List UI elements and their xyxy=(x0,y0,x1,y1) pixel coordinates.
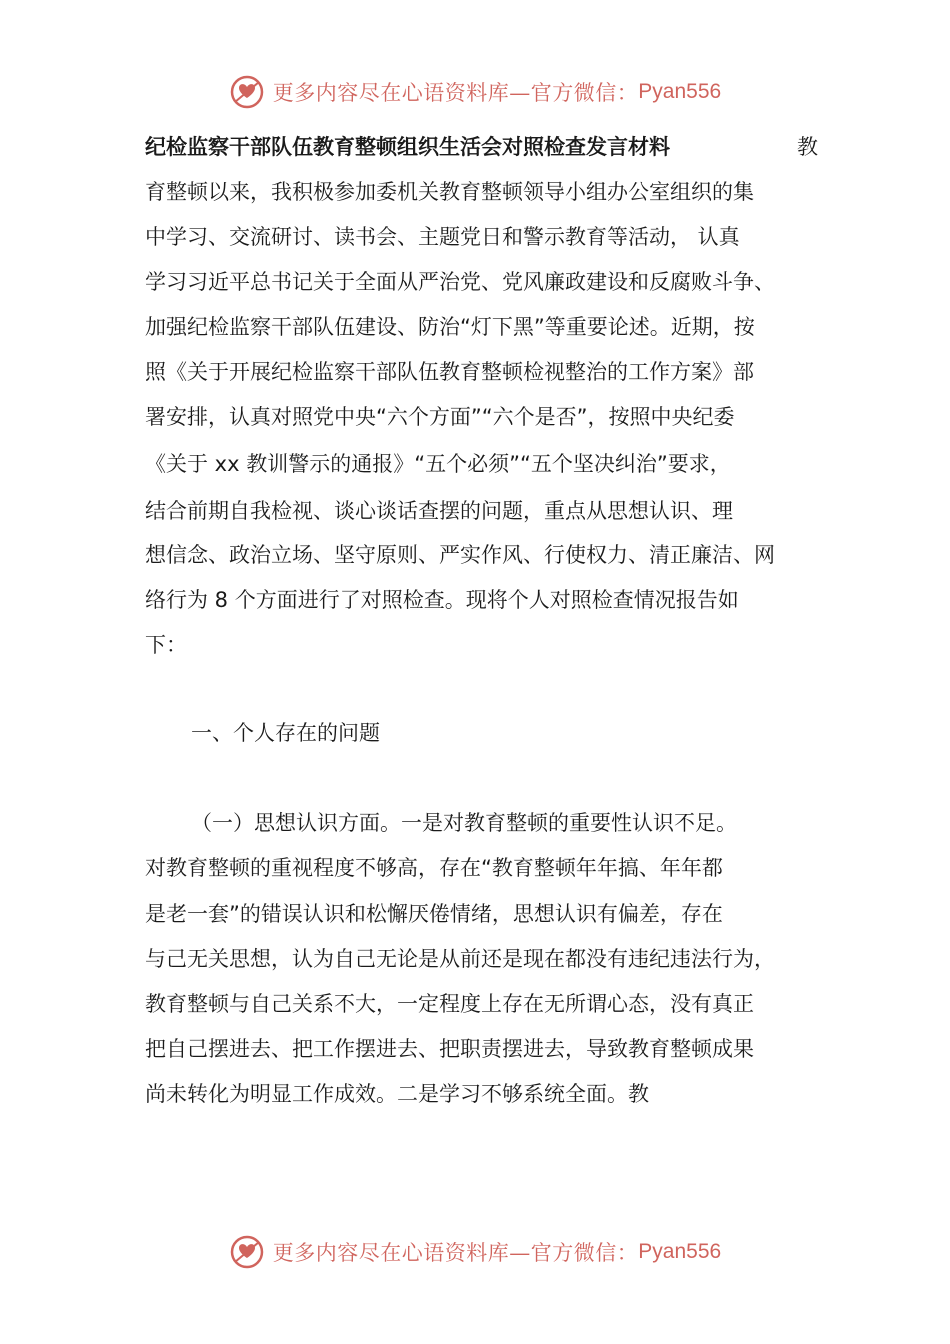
document-title: 纪检监察干部队伍教育整顿组织生活会对照检查发言材料 xyxy=(145,135,670,159)
heart-logo-icon xyxy=(229,74,265,110)
banner-wechat-id: Pyan556 xyxy=(638,1240,722,1263)
paragraph-line: 对教育整顿的重视程度不够高，存在“教育整顿年年搞、年年都 xyxy=(145,856,723,880)
paragraph-line: 下： xyxy=(145,633,187,657)
paragraph-line: 《关于 xx 教训警示的通报》“五个必须”“五个坚决纠治”要求， xyxy=(145,452,731,476)
paragraph-line: 想信念、政治立场、坚守原则、严实作风、行使权力、清正廉洁、网 xyxy=(145,543,775,567)
heart-logo-icon xyxy=(229,1234,265,1270)
header-banner xyxy=(0,72,950,112)
paragraph-line: 教 xyxy=(797,135,818,159)
paragraph-line: 署安排，认真对照党中央“六个方面”“六个是否”，按照中央纪委 xyxy=(145,405,735,429)
paragraph-line: 照《关于开展纪检监察干部队伍教育整顿检视整治的工作方案》部 xyxy=(145,360,754,384)
paragraph-line: 把自己摆进去、把工作摆进去、把职责摆进去，导致教育整顿成果 xyxy=(145,1037,754,1061)
paragraph-line: 教育整顿与自己关系不大，一定程度上存在无所谓心态，没有真正 xyxy=(145,992,754,1016)
paragraph-line: 结合前期自我检视、谈心谈话查摆的问题，重点从思想认识、理 xyxy=(145,499,733,523)
subsection-line: （一）思想认识方面。一是对教育整顿的重要性认识不足。 xyxy=(191,811,737,835)
paragraph-line: 是老一套”的错误认识和松懈厌倦情绪，思想认识有偏差，存在 xyxy=(145,902,723,926)
banner-text: 更多内容尽在心语资料库—官方微信： xyxy=(272,81,639,105)
paragraph-line: 与己无关思想，认为自己无论是从前还是现在都没有违纪违法行为， xyxy=(145,947,775,971)
paragraph-line: 学习习近平总书记关于全面从严治党、党风廉政建设和反腐败斗争、 xyxy=(145,270,775,294)
banner-text: 更多内容尽在心语资料库—官方微信： xyxy=(272,1241,639,1265)
section-heading: 一、个人存在的问题 xyxy=(191,721,380,745)
banner-wechat-id: Pyan556 xyxy=(638,80,722,103)
paragraph-line: 尚未转化为明显工作成效。二是学习不够系统全面。教 xyxy=(145,1082,649,1106)
paragraph-line: 加强纪检监察干部队伍建设、防治“灯下黑”等重要论述。近期，按 xyxy=(145,315,755,339)
paragraph-line: 育整顿以来，我积极参加委机关教育整顿领导小组办公室组织的集 xyxy=(145,180,754,204)
paragraph-line: 络行为 8 个方面进行了对照检查。现将个人对照检查情况报告如 xyxy=(145,588,739,612)
footer-banner xyxy=(0,1232,950,1272)
paragraph-line: 中学习、交流研讨、读书会、主题党日和警示教育等活动， 认真 xyxy=(145,225,740,249)
